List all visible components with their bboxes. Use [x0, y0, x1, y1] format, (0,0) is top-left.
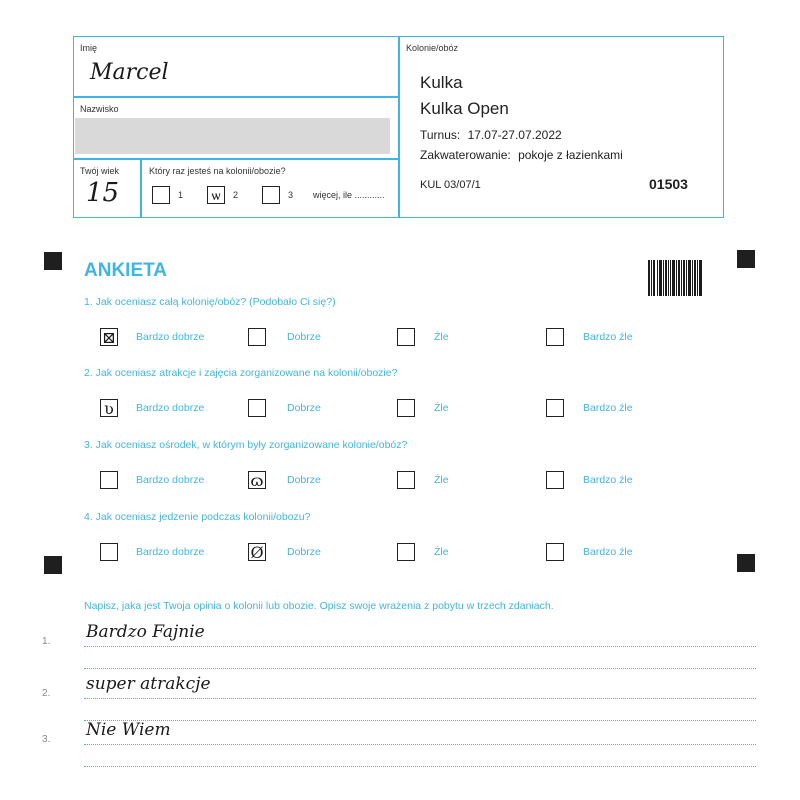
ktory-raz-option-1: 1 — [178, 190, 184, 200]
question-3-option-3-label: Źle — [434, 474, 449, 486]
zakwaterowanie-label: Zakwaterowanie: — [420, 148, 511, 162]
question-2-checkbox-1[interactable] — [100, 399, 118, 417]
question-4-text: 4. Jak oceniasz jedzenie podczas kolonii/obozu? — [84, 511, 311, 523]
kolonia-code: KUL 03/07/1 — [420, 179, 481, 191]
ktory-raz-label: Który raz jesteś na kolonii/obozie? — [149, 166, 286, 176]
question-3-option-2-label: Dobrze — [287, 474, 321, 486]
imie-label: Imię — [80, 43, 98, 53]
question-1-option-1-label: Bardzo dobrze — [136, 331, 205, 343]
question-1-checkbox-1[interactable] — [100, 328, 118, 346]
opinion-line-2-rule-2 — [84, 720, 756, 721]
question-4-checkbox-3[interactable] — [397, 543, 415, 561]
zakwaterowanie-value: pokoje z łazienkami — [518, 148, 623, 162]
opinion-line-3-text[interactable]: Nie Wiem — [86, 720, 171, 740]
opinion-line-3-number: 3. — [42, 734, 51, 745]
header-divider-2 — [73, 158, 399, 160]
kolonia-program: Kulka Open — [420, 99, 509, 118]
question-1-option-4-label: Bardzo źle — [583, 331, 633, 343]
registration-mark-top-right — [737, 250, 755, 268]
ktory-raz-mark-2: ѡ — [211, 188, 221, 204]
ktory-raz-checkbox-3[interactable] — [262, 186, 280, 204]
question-4-checkbox-2[interactable] — [248, 543, 266, 561]
question-3-checkbox-4[interactable] — [546, 471, 564, 489]
question-3-text: 3. Jak oceniasz ośrodek, w którym były zorganizowane kolonie/obóz? — [84, 439, 408, 451]
question-2-option-3-label: Źle — [434, 402, 449, 414]
zakwaterowanie-row — [420, 148, 623, 162]
opinion-line-2-rule-1 — [84, 698, 756, 699]
registration-mark-bottom-left — [44, 556, 62, 574]
question-4-option-2-label: Dobrze — [287, 546, 321, 558]
question-2-mark: ʋ — [104, 399, 114, 418]
survey-title: ANKIETA — [84, 260, 168, 281]
turnus-value: 17.07-27.07.2022 — [467, 128, 562, 142]
question-1-checkbox-3[interactable] — [397, 328, 415, 346]
ktory-raz-option-2: 2 — [233, 190, 239, 200]
question-1-option-2-label: Dobrze — [287, 331, 321, 343]
opinion-line-1-rule-1 — [84, 646, 756, 647]
opinion-line-3-rule-1 — [84, 744, 756, 745]
opinion-line-1-text[interactable]: Bardzo Fajnie — [86, 622, 205, 642]
header-divider-vertical — [398, 36, 400, 218]
question-4-option-4-label: Bardzo źle — [583, 546, 633, 558]
question-2-checkbox-3[interactable] — [397, 399, 415, 417]
turnus-row — [420, 128, 562, 142]
question-3-checkbox-2[interactable] — [248, 471, 266, 489]
opinion-prompt: Napisz, jaka jest Twoja opinia o kolonii lub obozie. Opisz swoje wrażenia z pobytu w trzech zdaniach. — [84, 600, 554, 612]
opinion-line-1-number: 1. — [42, 636, 51, 647]
question-2-option-1-label: Bardzo dobrze — [136, 402, 205, 414]
ktory-raz-checkbox-2[interactable] — [207, 186, 225, 204]
kolonia-number: 01503 — [649, 176, 688, 192]
kolonia-name: Kulka — [420, 73, 463, 92]
question-2-checkbox-2[interactable] — [248, 399, 266, 417]
question-3-option-1-label: Bardzo dobrze — [136, 474, 205, 486]
ktory-raz-option-3: 3 — [288, 190, 294, 200]
question-1-checkbox-4[interactable] — [546, 328, 564, 346]
question-2-option-2-label: Dobrze — [287, 402, 321, 414]
turnus-label: Turnus: — [420, 128, 461, 142]
question-3-checkbox-1[interactable] — [100, 471, 118, 489]
ktory-raz-more: więcej, ile ............ — [313, 190, 385, 200]
question-1-option-3-label: Źle — [434, 331, 449, 343]
question-4-option-3-label: Źle — [434, 546, 449, 558]
question-4-checkbox-1[interactable] — [100, 543, 118, 561]
nazwisko-redacted — [75, 118, 390, 154]
question-1-checkbox-2[interactable] — [248, 328, 266, 346]
nazwisko-label: Nazwisko — [80, 104, 119, 114]
header-divider-1 — [73, 96, 399, 98]
opinion-line-3-rule-2 — [84, 766, 756, 767]
question-1-text: 1. Jak oceniasz całą kolonię/obóz? (Podobało Ci się?) — [84, 296, 336, 308]
opinion-line-2-text[interactable]: super atrakcje — [86, 674, 211, 694]
kolonia-label: Kolonie/obóz — [406, 43, 459, 53]
question-3-option-4-label: Bardzo źle — [583, 474, 633, 486]
ktory-raz-checkbox-1[interactable] — [152, 186, 170, 204]
registration-mark-top-left — [44, 252, 62, 270]
question-2-option-4-label: Bardzo źle — [583, 402, 633, 414]
opinion-line-1-rule-2 — [84, 668, 756, 669]
question-2-checkbox-4[interactable] — [546, 399, 564, 417]
imie-value: Marcel — [90, 60, 169, 85]
question-1-mark: ⊠ — [102, 328, 116, 347]
wiek-label: Twój wiek — [80, 166, 120, 176]
header-divider-age — [140, 158, 142, 218]
question-4-option-1-label: Bardzo dobrze — [136, 546, 205, 558]
question-3-mark: ɷ — [250, 471, 264, 490]
question-3-checkbox-3[interactable] — [397, 471, 415, 489]
wiek-value: 15 — [86, 178, 120, 208]
question-4-checkbox-4[interactable] — [546, 543, 564, 561]
question-4-mark: Ø — [250, 543, 264, 562]
opinion-line-2-number: 2. — [42, 688, 51, 699]
barcode-icon — [648, 260, 702, 296]
registration-mark-bottom-right — [737, 554, 755, 572]
question-2-text: 2. Jak oceniasz atrakcje i zajęcia zorganizowane na kolonii/obozie? — [84, 367, 398, 379]
